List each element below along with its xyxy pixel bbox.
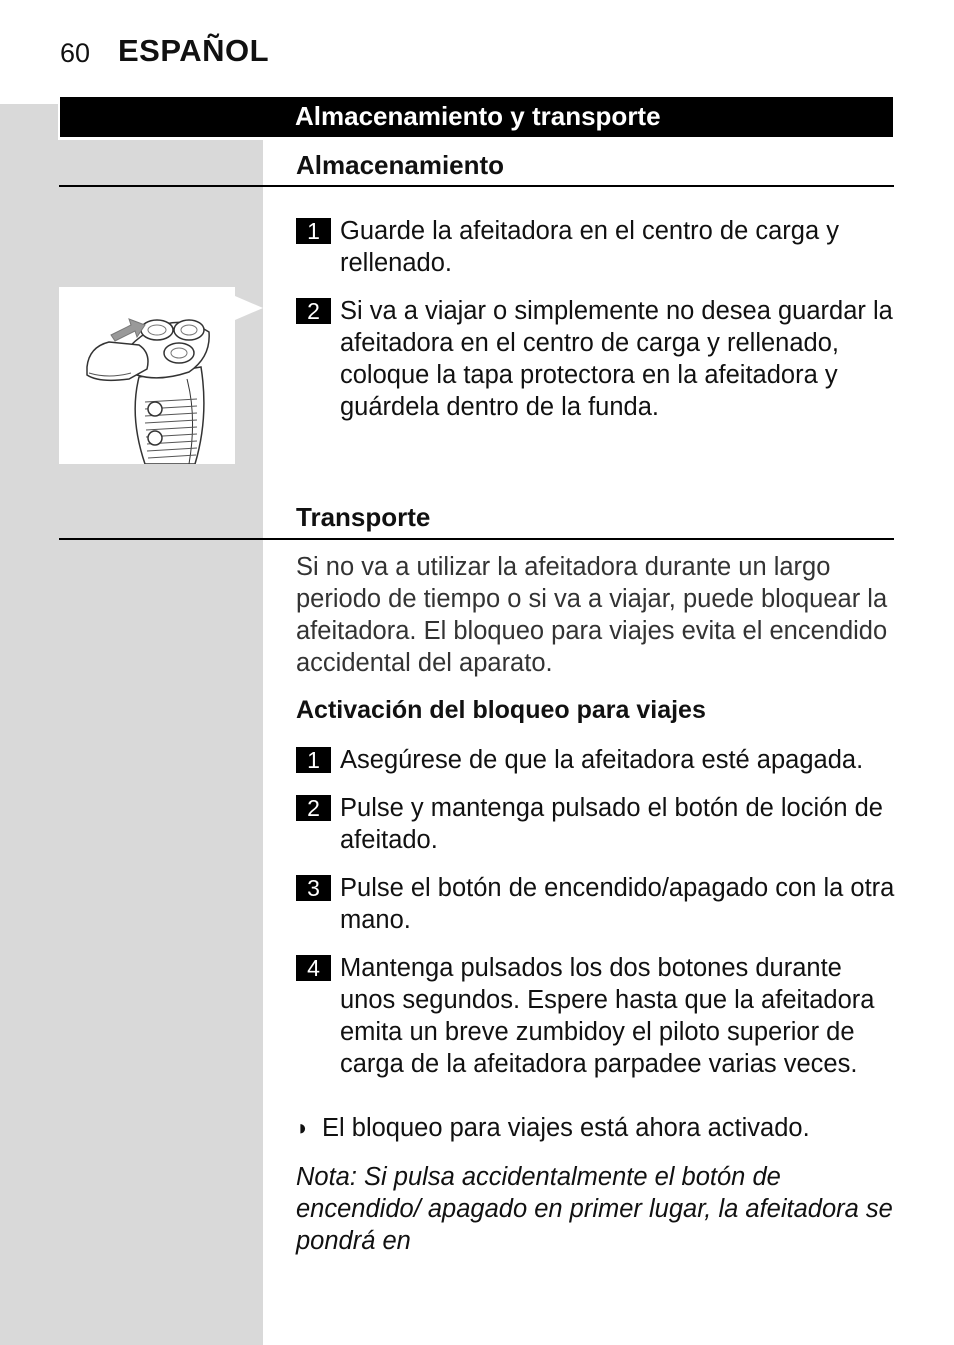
transport-step-4 — [296, 952, 896, 1080]
shaver-icon — [59, 287, 235, 464]
result-line — [296, 1112, 896, 1144]
step-number: 1 — [296, 747, 331, 773]
step-number: 2 — [296, 298, 331, 324]
step-number: 1 — [296, 218, 331, 244]
activation-heading: Activación del bloqueo para viajes — [296, 696, 706, 724]
language-title: ESPAÑOL — [118, 33, 270, 68]
step-number: 2 — [296, 795, 331, 821]
transport-intro: Si no va a utilizar la afeitadora durante un largo periodo de tiempo o si va a viajar, puede bloquear la afeitadora. El bloqueo para viajes evita el encendido accidental del aparato. — [296, 553, 888, 677]
shaver-with-cap-illustration — [59, 287, 235, 464]
step-number: 3 — [296, 875, 331, 901]
transport-rule — [59, 538, 894, 540]
step-number: 4 — [296, 955, 331, 981]
storage-heading: Almacenamiento — [296, 150, 505, 180]
transport-step-2 — [296, 792, 896, 856]
storage-rule — [59, 185, 894, 187]
transport-step-1 — [296, 744, 896, 776]
step-text: Guarde la afeitadora en el centro de carga y rellenado. — [340, 217, 839, 277]
result-arrow-icon: ◗ — [296, 1115, 310, 1140]
transport-heading: Transporte — [296, 502, 431, 532]
transport-step-3 — [296, 872, 896, 936]
page-number: 60 — [60, 38, 91, 68]
section-title: Almacenamiento y transporte — [295, 101, 661, 131]
step-text: Si va a viajar o simplemente no desea guardar la afeitadora en el centro de carga y rellenado, coloque la tapa protectora en la afeitadora y guárdela dentro de la funda. — [340, 297, 893, 421]
step-text: Pulse el botón de encendido/apagado con la otra mano. — [340, 874, 895, 934]
illustration-pointer — [235, 296, 263, 320]
step-text: Asegúrese de que la afeitadora esté apagada. — [340, 746, 864, 774]
storage-step-2 — [296, 295, 896, 423]
storage-step-1 — [296, 215, 896, 279]
step-text: Pulse y mantenga pulsado el botón de loción de afeitado. — [340, 794, 883, 854]
note-text: Nota: Si pulsa accidentalmente el botón de encendido/ apagado en primer lugar, la afeitadora se pondrá en — [296, 1163, 893, 1255]
step-text: Mantenga pulsados los dos botones durante unos segundos. Espere hasta que la afeitadora emita un breve zumbidoy el piloto superior de carga de la afeitadora parpadee varias veces. — [340, 954, 875, 1078]
result-text: El bloqueo para viajes está ahora activado. — [322, 1114, 810, 1142]
